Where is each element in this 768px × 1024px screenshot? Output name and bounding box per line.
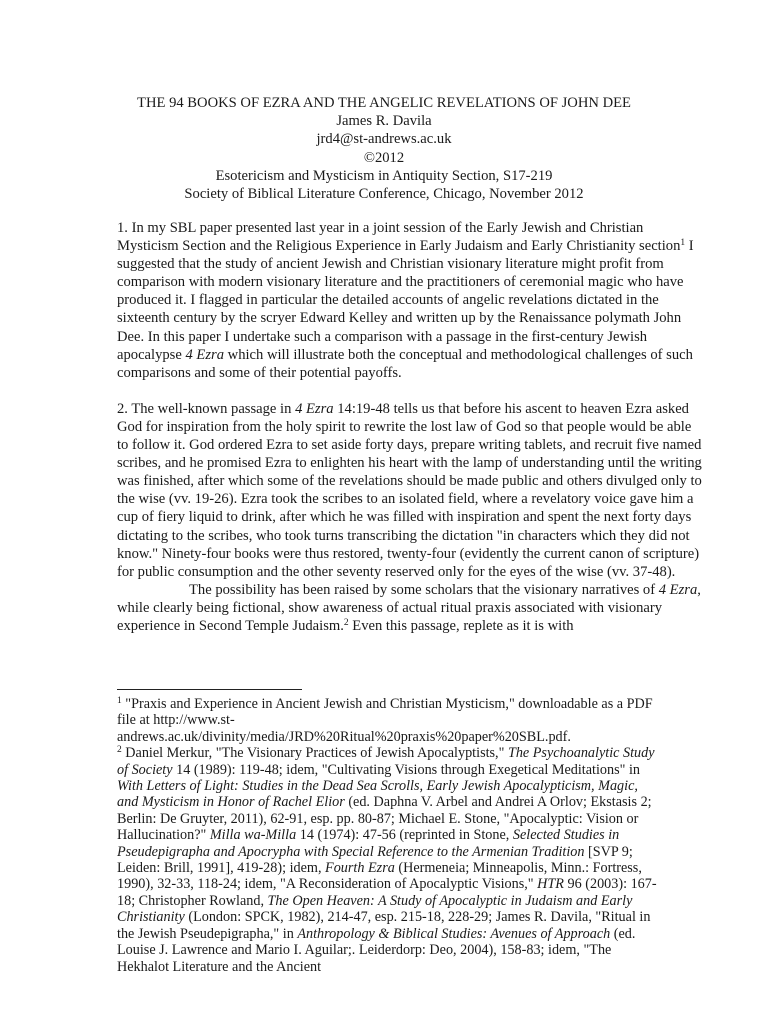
paragraph-3: The possibility has been raised by some scholars that the visionary narratives of 4 Ezra, while clearly being fictional, show awareness of actual ritual praxis associated with visionary experience in Second Temple Judaism.$^2$ Even this passage, replete as it is with	[117, 581, 701, 634]
author-name: James R. Davila	[336, 113, 432, 130]
footnotes	[117, 696, 657, 975]
paper-title: THE 94 BOOKS OF EZRA AND THE ANGELIC REVELATIONS OF JOHN DEE	[137, 95, 631, 111]
paragraph-2: 2. The well-known passage in 4 Ezra 14:19-48 tells us that before his ascent to heaven Ezra asked God for inspiration from the holy spirit to rewrite the lost law of God so that people would be able to follow it. God ordered Ezra to set aside forty days, prepare writing tablets, and recruit five named scribes, and he promised Ezra to enlighten his heart with the lamp of understanding until the writing was finished, after which some of the revelations should be made public and others divulged only to the wise (vv. 19-26). Ezra took the scribes to an isolated field, where a revelatory voice gave him a cup of fiery liquid to drink, after which he was filled with inspiration and spent the next forty days dictating to the scribes, who took turns transcribing the dictation "in characters which they did not know." Ninety-four books were thus restored, twenty-four (evidently the current canon of scripture) for public consumption and the other seventy reserved only for the eyes of the wise (vv. 37-48).	[117, 400, 702, 580]
conference-line: Society of Biblical Literature Conference, Chicago, November 2012	[184, 186, 584, 203]
footnote-divider	[117, 689, 302, 690]
footnote-ref-2: 2	[343, 617, 349, 628]
document-body	[117, 219, 703, 635]
paragraph-1: 1. In my SBL paper presented last year in a joint session of the Early Jewish and Christian Mysticism Section and the Religious Experience in Early Judaism and Early Christianity section$^1$ I suggested that the study of ancient Jewish and Christian visionary literature might profit from comparison with modern visionary literature and the practitioners of ceremonial magic who have produced it. I flagged in particular the detailed accounts of angelic revelations dictated in the sixteenth century by the scryer Edward Kelley and written up by the Renaissance polymath John Dee. In this paper I undertake such a comparison with a passage in the first-century Jewish apocalypse 4 Ezra which will illustrate both the conceptual and methodological challenges of such comparisons and some of their potential payoffs.	[117, 220, 694, 381]
footnote-ref-1: 1	[680, 238, 686, 249]
author-email: jrd4@st-andrews.ac.uk	[316, 131, 452, 148]
copyright-line: ©2012	[363, 149, 405, 166]
footnote-1: $^1$ "Praxis and Experience in Ancient Jewish and Christian Mysticism," downloadable as a PDF file at http://www.st-andrews.ac.uk/divinity/media/JRD%20Ritual%20praxis%20paper%20SBL.pdf.	[117, 696, 653, 745]
section-line: Esotericism and Mysticism in Antiquity Section, S17-219	[215, 167, 553, 184]
footnote-2: $^2$ Daniel Merkur, "The Visionary Practices of Jewish Apocalyptists," The Psychoanalytic Study of Society 14 (1989): 119-48; idem, "Cultivating Visions through Exegetical Meditations" in With Letters of Light: Studies in the Dead Sea Scrolls, Early Jewish Apocalypticism, Magic, and Mysticism in Honor of Rachel Elior (ed. Daphna V. Arbel and Andrei A Orlov; Ekstasis 2; Berlin: De Gruyter, 2011), 62-91, esp. pp. 80-87; Michael E. Stone, "Apocalyptic: Vision or Hallucination?" Milla wa-Milla 14 (1974): 47-56 (reprinted in Stone, Selected Studies in Pseudepigrapha and Apocrypha with Special Reference to the Armenian Tradition [SVP 9; Leiden: Brill, 1991], 419-28); idem, Fourth Ezra (Hermeneia; Minneapolis, Minn.: Fortress, 1990), 32-33, 118-24; idem, "A Reconsideration of Apocalyptic Visions," HTR 96 (2003): 167-18; Christopher Rowland, The Open Heaven: A Study of Apocalyptic in Judaism and Early Christianity (London: SPCK, 1982), 214-47, esp. 215-18, 228-29; James R. Davila, "Ritual in the Jewish Pseudepigrapha," in Anthropology & Biblical Studies: Avenues of Approach (ed. Louise J. Lawrence and Mario I. Aguilar;. Leiderdorp: Deo, 2004), 158-83; idem, "The Hekhalot Literature and the Ancient	[117, 745, 657, 975]
document-header	[0, 94, 768, 203]
